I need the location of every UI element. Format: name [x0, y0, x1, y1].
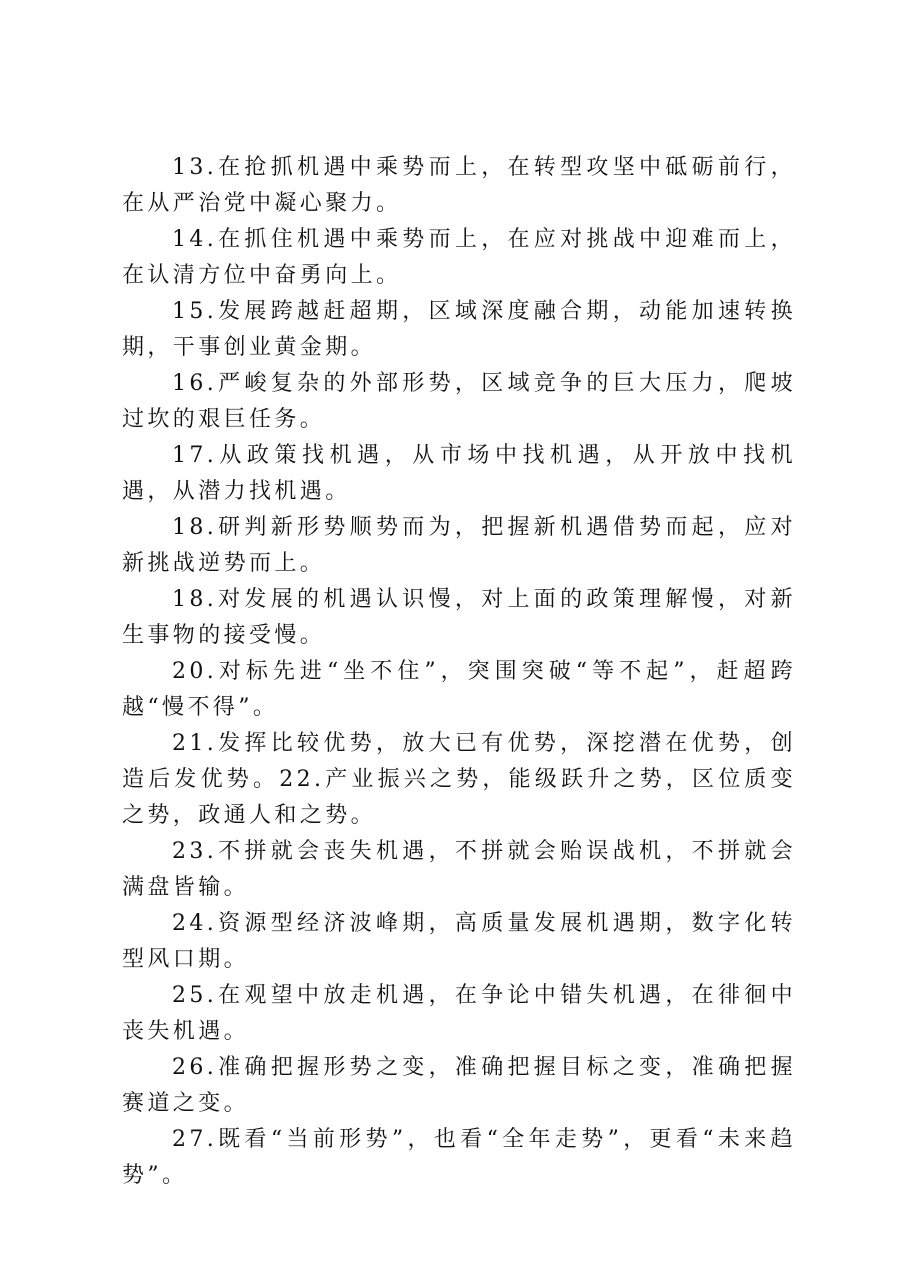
paragraph-25: 25.在观望中放走机遇，在争论中错失机遇，在徘徊中丧失机遇。: [122, 983, 796, 1044]
paragraph-14: 14.在抓住机遇中乘势而上，在应对挑战中迎难而上，在认清方位中奋勇向上。: [122, 227, 796, 288]
paragraph-13: 13.在抢抓机遇中乘势而上，在转型攻坚中砥砺前行，在从严治党中凝心聚力。: [122, 155, 796, 216]
paragraph-17: 17.从政策找机遇，从市场中找机遇，从开放中找机遇，从潜力找机遇。: [122, 443, 796, 504]
paragraph-21-22: 21.发挥比较优势，放大已有优势，深挖潜在优势，创造后发优势。22.产业振兴之势，能级跃升之势，区位质变之势，政通人和之势。: [122, 731, 796, 828]
document-body: [122, 150, 796, 1194]
paragraph-16: 16.严峻复杂的外部形势，区域竞争的巨大压力，爬坡过坎的艰巨任务。: [122, 371, 796, 432]
paragraph-20: 20.对标先进“坐不住”，突围突破“等不起”，赶超跨越“慢不得”。: [122, 659, 796, 720]
paragraph-23: 23.不拼就会丧失机遇，不拼就会贻误战机，不拼就会满盘皆输。: [122, 839, 796, 900]
paragraph-26: 26.准确把握形势之变，准确把握目标之变，准确把握赛道之变。: [122, 1055, 796, 1116]
paragraph-15: 15.发展跨越赶超期，区域深度融合期，动能加速转换期，干事创业黄金期。: [122, 299, 796, 360]
paragraph-18a: 18.研判新形势顺势而为，把握新机遇借势而起，应对新挑战逆势而上。: [122, 515, 796, 576]
paragraph-24: 24.资源型经济波峰期，高质量发展机遇期，数字化转型风口期。: [122, 911, 796, 972]
paragraph-27: 27.既看“当前形势”，也看“全年走势”，更看“未来趋势”。: [122, 1127, 796, 1188]
paragraph-18b: 18.对发展的机遇认识慢，对上面的政策理解慢，对新生事物的接受慢。: [122, 587, 796, 648]
